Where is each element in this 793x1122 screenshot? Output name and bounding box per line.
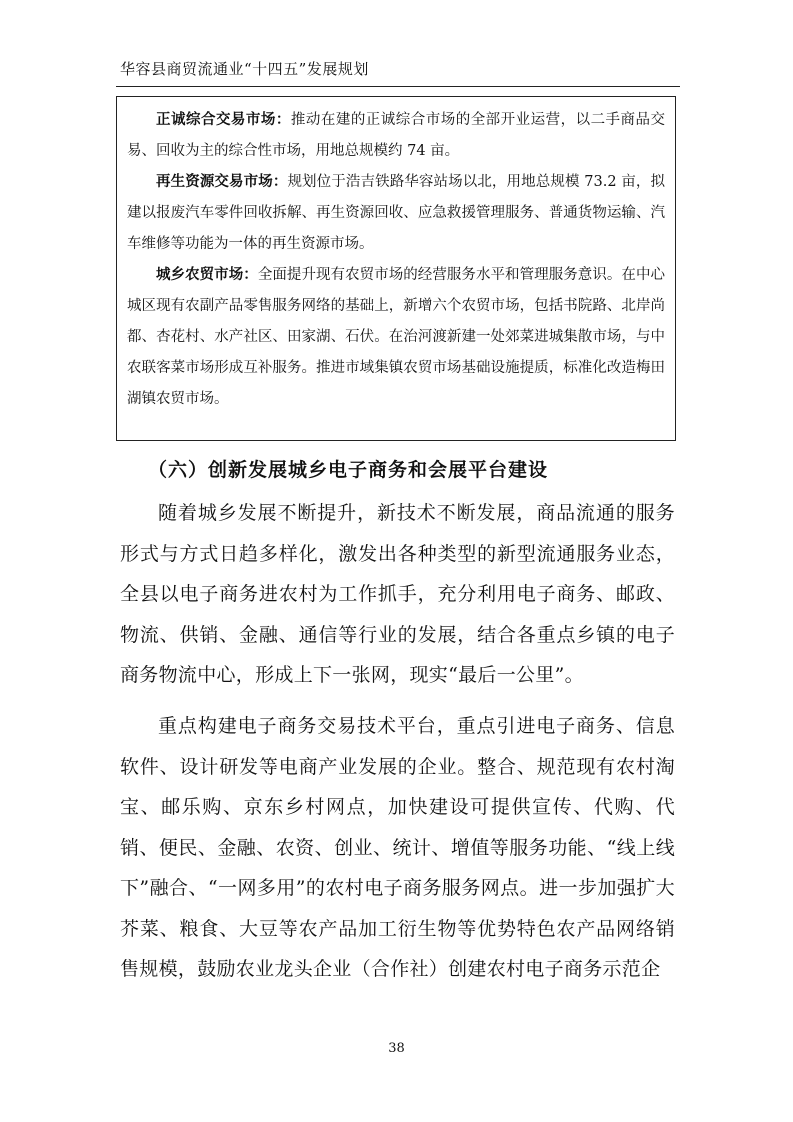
body-paragraph: 重点构建电子商务交易技术平台，重点引进电子商务、信息软件、设计研发等电商产业发展的企业。整合、规范现有农村淘宝、邮乐购、京东乡村网点，加快建设可提供宣传、代购、代销、便民、金融、农资、创业、统计、增值等服务功能、“线上线下”融合、“一网多用”的农村电子商务服务网点。进一步加强扩大芥菜、粮食、大豆等农产品加工衍生物等优势特色农产品网络销售规模，鼓励农业龙头企业（合作社）创建农村电子商务示范企 <box>120 715 675 980</box>
box-label: 正诚综合交易市场： <box>156 112 291 128</box>
body-paragraph-2-wrap <box>120 706 675 990</box>
header-rule <box>116 86 680 87</box>
box-paragraph-zhengcheng <box>127 105 665 167</box>
box-paragraph-farmers-market <box>127 260 665 415</box>
body-paragraph-1-wrap <box>120 493 675 696</box>
market-info-box <box>116 96 676 441</box>
box-text: 规划位于浩吉铁路华容站场以北，用地总规模 73.2 亩，拟建以报废汽车零件回收拆解、再生资源回收、应急救援管理服务、普通货物运输、汽车维修等功能为一体的再生资源市场。 <box>127 174 665 252</box>
box-paragraph-recycling <box>127 167 665 260</box>
box-text: 推动在建的正诚综合市场的全部开业运营，以二手商品交易、回收为主的综合性市场，用地总规模约 74 亩。 <box>127 112 666 159</box>
running-header: 华容县商贸流通业“十四五”发展规划 <box>120 60 369 78</box>
page-number: 38 <box>388 1041 405 1056</box>
box-label: 再生资源交易市场： <box>156 174 288 190</box>
body-paragraph: 随着城乡发展不断提升，新技术不断发展，商品流通的服务形式与方式日趋多样化，激发出各种类型的新型流通服务业态，全县以电子商务进农村为工作抓手，充分利用电子商务、邮政、物流、供销、金融、通信等行业的发展，结合各重点乡镇的电子商务物流中心，形成上下一张网，现实“最后一公里”。 <box>120 502 675 686</box>
box-label: 城乡农贸市场： <box>156 267 258 283</box>
section-heading: （六）创新发展城乡电子商务和会展平台建设 <box>148 459 549 481</box>
box-text: 全面提升现有农贸市场的经营服务水平和管理服务意识。在中心城区现有农副产品零售服务网络的基础上，新增六个农贸市场，包括书院路、北岸尚都、杏花村、水产社区、田家湖、石伏。在治河渡新建一处郊菜进城集散市场，与中农联客菜市场形成互补服务。推进市域集镇农贸市场基础设施提质，标准化改造梅田湖镇农贸市场。 <box>127 267 666 407</box>
